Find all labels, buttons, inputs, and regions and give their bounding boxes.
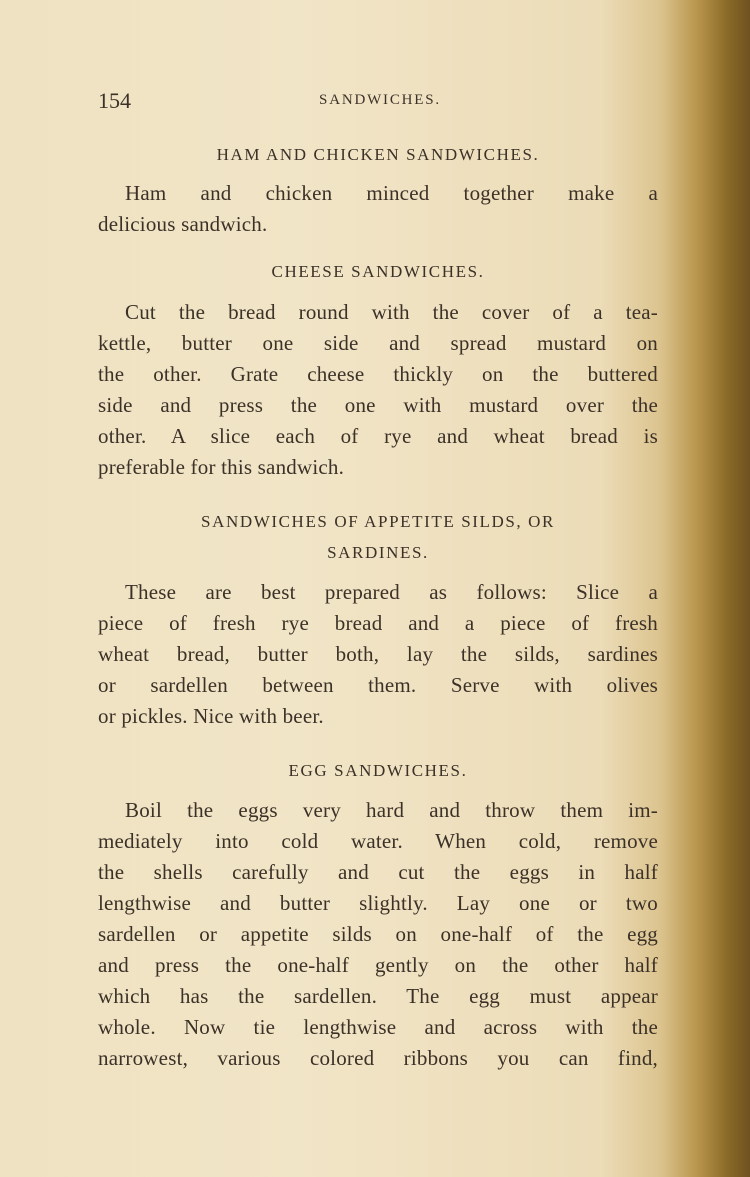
section-heading [98,256,658,287]
text-line: which has the sardellen. The egg must appear [98,984,658,1008]
text-line: and press the one-half gently on the other half [98,953,658,977]
text-line: whole. Now tie lengthwise and across with the [98,1015,658,1039]
text-line: lengthwise and butter slightly. Lay one or two [98,891,658,915]
heading-line: CHEESE SANDWICHES. [271,262,485,281]
running-title: SANDWICHES. [319,92,441,108]
paragraph [98,178,658,240]
text-line: Ham and chicken minced together make a [125,181,658,205]
section-heading [98,139,658,170]
heading-line: SANDWICHES OF APPETITE SILDS, OR [201,512,555,531]
text-line: preferable for this sandwich. [98,455,345,479]
text-line: narrowest, various colored ribbons you can find, [98,1046,658,1070]
paragraph [98,297,658,483]
text-line: the shells carefully and cut the eggs in half [98,860,658,884]
section-heading [98,506,658,568]
paragraph [98,577,658,732]
text-line: Boil the eggs very hard and throw them im- [125,798,658,822]
text-line: mediately into cold water. When cold, remove [98,829,658,853]
text-line: kettle, butter one side and spread mustard on [98,331,658,355]
text-line: delicious sandwich. [98,212,268,236]
heading-line: SARDINES. [327,543,429,562]
text-line: or sardellen between them. Serve with olives [98,673,658,697]
text-line: wheat bread, butter both, lay the silds, sardines [98,642,658,666]
heading-line: HAM AND CHICKEN SANDWICHES. [216,145,540,164]
text-line: the other. Grate cheese thickly on the buttered [98,362,658,386]
heading-line: EGG SANDWICHES. [288,761,468,780]
text-line: or pickles. Nice with beer. [98,704,324,728]
paragraph [98,795,658,1074]
text-line: piece of fresh rye bread and a piece of fresh [98,611,658,635]
text-line: sardellen or appetite silds on one-half of the egg [98,922,658,946]
text-line: These are best prepared as follows: Slice a [125,580,658,604]
section-heading [98,755,658,786]
text-line: side and press the one with mustard over the [98,393,658,417]
text-line: Cut the bread round with the cover of a tea- [125,300,658,324]
text-line: other. A slice each of rye and wheat bread is [98,424,658,448]
page-number: 154 [98,88,131,113]
